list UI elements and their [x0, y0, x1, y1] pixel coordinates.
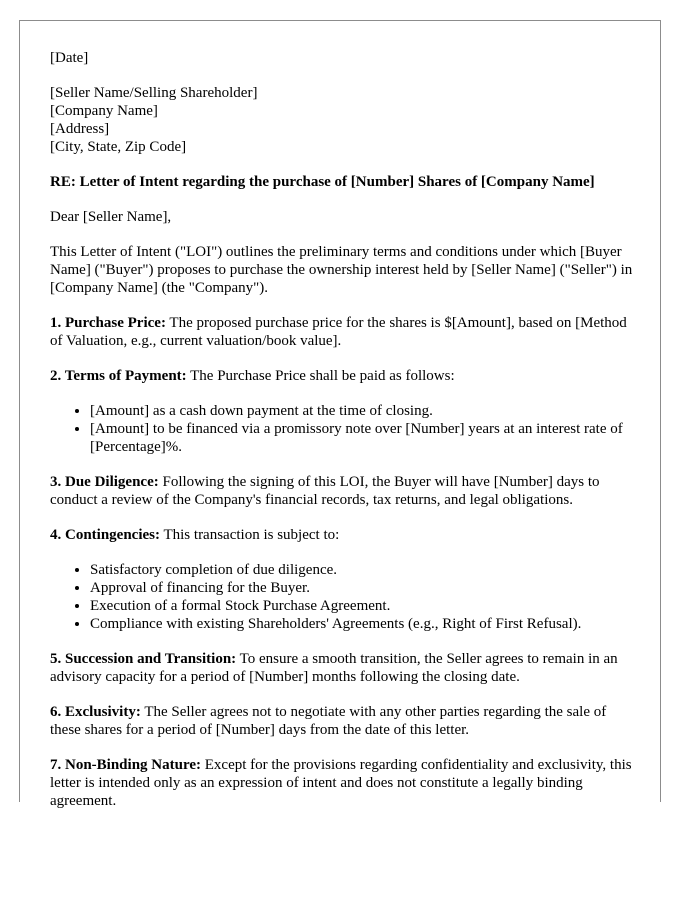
list-item: • [Amount] to be financed via a promissory note over [Number] years at an interest rate of [Percentage]%.	[90, 420, 640, 456]
section-heading: 7. Non-Binding Nature:	[50, 757, 201, 773]
re-line: RE: Letter of Intent regarding the purchase of [Number] Shares of [Company Name]	[50, 174, 595, 190]
section-text: This transaction is subject to:	[160, 527, 340, 543]
address-line-street: [Address]	[50, 121, 110, 137]
list-item: • Approval of financing for the Buyer.	[90, 579, 640, 597]
letter-page	[19, 20, 661, 809]
address-line-seller: [Seller Name/Selling Shareholder]	[50, 85, 258, 101]
section-text: Except for the provisions regarding confidentiality and exclusivity, this letter is intended only as an expression of intent and does not constitute a legally binding agreement.	[50, 757, 632, 809]
list-item: • [Amount] as a cash down payment at the time of closing.	[90, 402, 640, 420]
section-contingencies	[50, 526, 640, 544]
section-text: To ensure a smooth transition, the Seller agrees to remain in an advisory capacity for a period of [Number] months following the closing date.	[50, 651, 618, 685]
section-purchase-price	[50, 314, 640, 350]
section-heading: 4. Contingencies:	[50, 527, 160, 543]
address-line-company: [Company Name]	[50, 103, 158, 119]
intro-paragraph: This Letter of Intent ("LOI") outlines the preliminary terms and conditions under which [Buyer Name] ("Buyer") proposes to purchase the ownership interest held by [Seller Name] ("Seller") in [Company Name] (the "Company").	[50, 244, 633, 296]
letter-date: [Date]	[50, 50, 89, 66]
section-heading: 6. Exclusivity:	[50, 704, 141, 720]
list-item: • Compliance with existing Shareholders' Agreements (e.g., Right of First Refusal).	[90, 615, 640, 633]
section-heading: 5. Succession and Transition:	[50, 651, 237, 667]
section-non-binding	[50, 756, 640, 810]
section-due-diligence	[50, 473, 640, 509]
section-heading: 1. Purchase Price:	[50, 315, 166, 331]
section-text: The Purchase Price shall be paid as follows:	[186, 368, 455, 384]
section-text: Following the signing of this LOI, the Buyer will have [Number] days to conduct a review of the Company's financial records, tax returns, and legal obligations.	[50, 474, 600, 508]
section-text: The proposed purchase price for the shares is $[Amount], based on [Method of Valuation, e.g., current valuation/book value].	[50, 315, 627, 349]
section-succession	[50, 650, 640, 686]
letter-content	[50, 49, 640, 827]
section-exclusivity	[50, 703, 640, 739]
address-line-city: [City, State, Zip Code]	[50, 139, 187, 155]
list-item: • Satisfactory completion of due diligence.	[90, 561, 640, 579]
section-terms-of-payment	[50, 367, 640, 385]
section-text: The Seller agrees not to negotiate with any other parties regarding the sale of these shares for a period of [Number] days from the date of this letter.	[50, 704, 607, 738]
address-block	[50, 84, 640, 156]
list-item: • Execution of a formal Stock Purchase Agreement.	[90, 597, 640, 615]
payment-list	[50, 402, 640, 456]
section-heading: 2. Terms of Payment:	[50, 368, 187, 384]
contingencies-list	[50, 561, 640, 633]
salutation: Dear [Seller Name],	[50, 209, 172, 225]
section-heading: 3. Due Diligence:	[50, 474, 159, 490]
